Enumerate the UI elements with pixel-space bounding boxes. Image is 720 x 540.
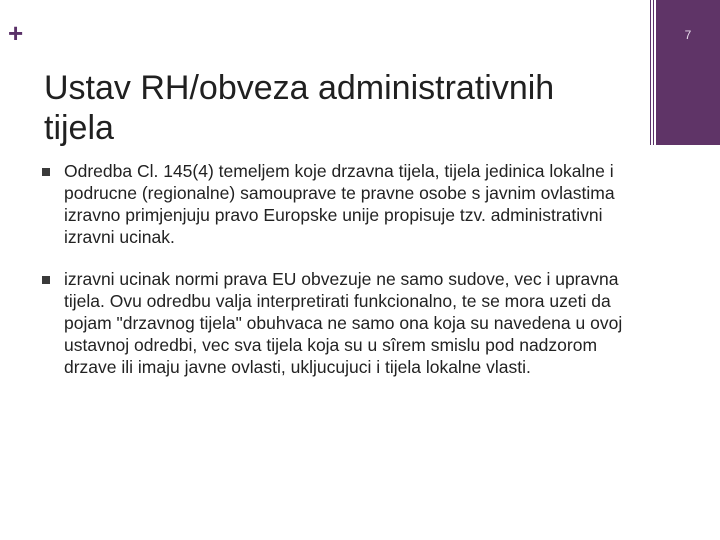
accent-panel [656, 0, 720, 145]
slide-title: Ustav RH/obveza administrativnih tijela [44, 68, 555, 147]
page-number: 7 [684, 28, 692, 42]
bullet-item [42, 160, 627, 248]
bullet-text: Odredba Cl. 145(4) temeljem koje drzavna tijela, tijela jedinica lokalne i podrucne (regionalne) samouprave te pravne osobe s javnim ovlastima izravno primjenjuju pravo Europske unije propisuje tzv. administrativni izravni ucinak. [64, 161, 615, 247]
bullet-text: izravni ucinak normi prava EU obvezuje ne samo sudove, vec i upravna tijela. Ovu odredbu valja interpretirati funkcionalno, te se mora uzeti da pojam "drzavnog tijela" obuhvaca ne samo ona koja su navedena u ovoj ustavnoj odredbi, vec sva tijela koja su u sîrem smislu pod nadzorom drzave ili imaju javne ovlasti, ukljucujuci i tijela lokalne vlasti. [64, 269, 623, 377]
square-bullet-icon [42, 276, 50, 284]
accent-line-right [653, 0, 654, 145]
square-bullet-icon [42, 168, 50, 176]
bullet-list [42, 160, 627, 398]
accent-line-left [650, 0, 651, 145]
bullet-item [42, 268, 627, 378]
plus-icon: + [8, 18, 24, 48]
